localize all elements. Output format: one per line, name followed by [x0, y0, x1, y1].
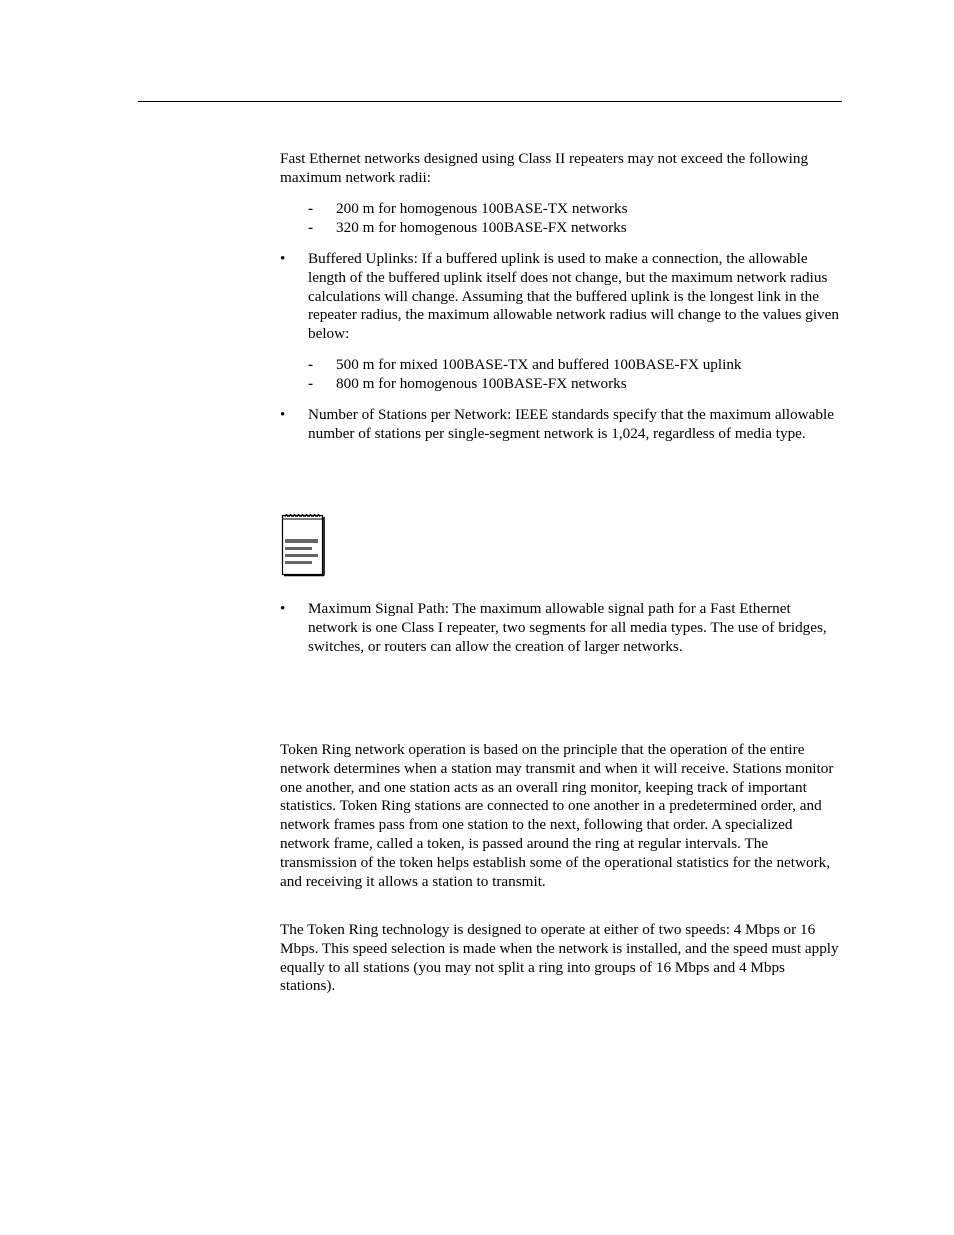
- bullet-text: Maximum Signal Path: The maximum allowable signal path for a Fast Ethernet network is one Class I repeater, two segments for all media types. The use of bridges, switches, or routers can allow the creation of larger networks.: [308, 600, 827, 655]
- header-rule: [138, 101, 842, 102]
- uplink-radius-item-text: 500 m for mixed 100BASE-TX and buffered 100BASE-FX uplink: [336, 356, 742, 373]
- bullet-marker: •: [280, 250, 286, 267]
- token-ring-speed-paragraph: The Token Ring technology is designed to operate at either of two speeds: 4 Mbps or 16 Mbps. This speed selection is made when the network is installed, and the speed must apply equally to all stations (you may not split a ring into groups of 16 Mbps and 4 Mbps stations).: [280, 921, 839, 995]
- notepad-icon: [280, 509, 326, 582]
- radius-item-text: 320 m for homogenous 100BASE-FX networks: [336, 219, 627, 236]
- dash-marker: -: [308, 200, 314, 217]
- token-ring-paragraph: Token Ring network operation is based on the principle that the operation of the entire network determines when a station may transmit and when it will receive. Stations monitor one another, and one station acts as an overall ring monitor, keeping track of important statistics. Token Ring stations are connected to one another in a predetermined order, and network frames pass from one station to the next, following that order. A specialized network frame, called a token, is passed around the ring at regular intervals. The transmission of the token helps establish some of the operational statistics for the network, and receiving it allows a station to transmit.: [280, 741, 834, 890]
- bullet-marker: •: [280, 600, 286, 617]
- dash-marker: -: [308, 375, 314, 392]
- bullet-text: Buffered Uplinks: If a buffered uplink is used to make a connection, the allowable length of the buffered uplink itself does not change, but the maximum network radius calculations will change. Assuming that the buffered uplink is the longest link in the repeater radius, the maximum allowable network radius will change to the values given below:: [308, 250, 839, 343]
- uplink-radius-item-text: 800 m for homogenous 100BASE-FX networks: [336, 375, 627, 392]
- radius-item-text: 200 m for homogenous 100BASE-TX networks: [336, 200, 628, 217]
- fast-ethernet-intro: Fast Ethernet networks designed using Class II repeaters may not exceed the following maximum network radii:: [280, 150, 809, 186]
- dash-marker: -: [308, 219, 314, 236]
- bullet-text: Number of Stations per Network: IEEE standards specify that the maximum allowable number of stations per single-segment network is 1,024, regardless of media type.: [308, 406, 834, 442]
- dash-marker: -: [308, 356, 314, 373]
- bullet-marker: •: [280, 406, 286, 423]
